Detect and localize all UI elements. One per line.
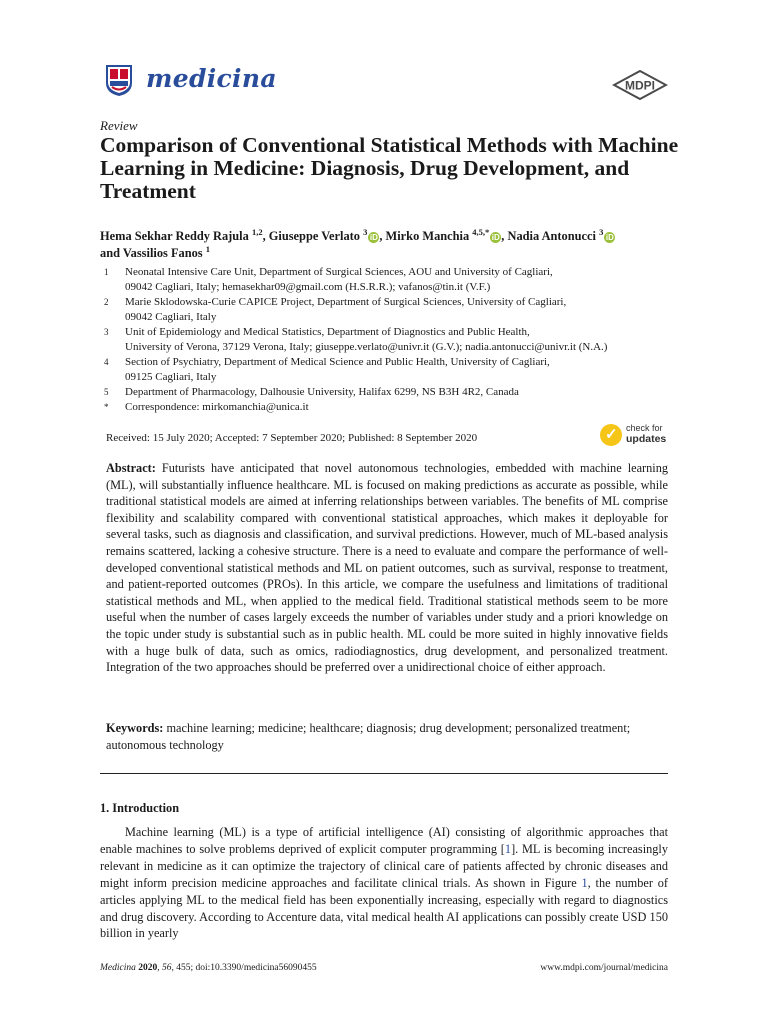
author-separator: , xyxy=(262,229,269,243)
introduction-paragraph xyxy=(100,824,668,942)
keywords-label: Keywords: xyxy=(106,721,164,735)
author-affiliation-marker: 1,2 xyxy=(251,226,263,237)
author-list xyxy=(100,228,670,262)
abstract xyxy=(106,460,668,676)
affiliation-line: 09042 Cagliari, Italy; hemasekhar09@gmail.com (H.S.R.R.); vafanos@tin.it (V.F.) xyxy=(125,281,491,293)
affiliation-line: 09042 Cagliari, Italy xyxy=(125,311,217,323)
abstract-label: Abstract: xyxy=(106,461,156,475)
author-affiliation-marker: 3 xyxy=(599,226,604,237)
affiliation-text xyxy=(125,355,680,385)
footer-citation-tail: , 455; doi:10.3390/medicina56090455 xyxy=(171,963,317,973)
figure-link[interactable]: 1 xyxy=(581,875,588,890)
affiliation-text xyxy=(125,295,680,325)
footer-volume: 56 xyxy=(162,963,172,973)
affiliation-item xyxy=(100,265,680,295)
affiliation-line: Neonatal Intensive Care Unit, Department of Surgical Sciences, AOU and University of Cagliari, xyxy=(125,266,553,278)
affiliation-item xyxy=(100,355,680,385)
affiliation-number: 1 xyxy=(104,267,109,277)
citation-link[interactable]: 1 xyxy=(504,841,512,856)
author-separator: , xyxy=(379,229,386,243)
author-name: Nadia Antonucci xyxy=(507,229,596,243)
check-updates-icon: ✓ xyxy=(600,424,622,446)
affiliation-line: Department of Pharmacology, Dalhousie University, Halifax 6299, NS B3H 4R2, Canada xyxy=(125,386,519,398)
check-for-updates-badge[interactable] xyxy=(600,422,680,448)
author-name: Mirko Manchia xyxy=(385,229,470,243)
affiliation-line: Correspondence: mirkomanchia@unica.it xyxy=(125,401,309,413)
orcid-icon[interactable]: iD xyxy=(369,233,378,242)
keywords xyxy=(106,720,668,754)
affiliation-text xyxy=(125,400,680,415)
mdpi-logo-icon xyxy=(612,70,668,100)
footer-journal: Medicina xyxy=(100,963,136,973)
author-name: and Vassilios Fanos xyxy=(100,246,203,260)
keywords-text: machine learning; medicine; healthcare; diagnosis; drug development; personalized treatment; autonomous technology xyxy=(106,721,631,752)
orcid-icon[interactable]: iD xyxy=(491,233,500,242)
footer-url[interactable]: www.mdpi.com/journal/medicina xyxy=(540,963,668,973)
affiliation-line: Marie Sklodowska-Curie CAPICE Project, Department of Surgical Sciences, University of Cagliari, xyxy=(125,296,567,308)
affiliation-item xyxy=(100,385,680,400)
journal-logo-icon xyxy=(104,63,134,97)
author-affiliation-marker: 4,5,* xyxy=(472,226,490,237)
orcid-icon[interactable]: iD xyxy=(605,233,614,242)
affiliation-number: 5 xyxy=(104,387,109,397)
author-separator: , xyxy=(501,229,508,243)
affiliation-number: 3 xyxy=(104,327,109,337)
publication-dates: Received: 15 July 2020; Accepted: 7 September 2020; Published: 8 September 2020 xyxy=(106,432,478,444)
affiliations xyxy=(100,265,680,415)
article-title: Comparison of Conventional Statistical Methods with Machine Learning in Medicine: Diagnosis, Drug Development, and Treatment xyxy=(100,133,679,203)
author-affiliation-marker: 3 xyxy=(363,226,368,237)
author-affiliation-marker: 1 xyxy=(205,243,210,254)
section-heading: 1. Introduction xyxy=(100,801,180,815)
affiliation-text xyxy=(125,265,680,295)
affiliation-item xyxy=(100,325,680,355)
footer-citation: Medicina 2020, 56, 455; doi:10.3390/medicina56090455 xyxy=(100,963,317,973)
intro-text-1: Machine learning (ML) is a type of artificial intelligence (AI) consisting of algorithmic approaches that enable machines to solve problems deprived of explicit computer programming [ xyxy=(100,825,668,856)
section-divider xyxy=(100,773,668,774)
affiliation-text xyxy=(125,385,680,400)
footer-year: 2020 xyxy=(138,963,158,973)
affiliation-line: Section of Psychiatry, Department of Medical Science and Public Health, University of Cagliari, xyxy=(125,356,550,368)
affiliation-number: * xyxy=(104,402,109,412)
updates-badge-line2: updates xyxy=(626,433,667,445)
intro-text-2: ]. ML is becoming increasingly relevant in medicine as it can optimize the trajectory of clinical care of patients affected by chronic diseases and might inform precision medicine approaches and facilitate clinical trials. As shown in Figure xyxy=(100,841,668,890)
publisher-logo-text: MDPI xyxy=(625,78,655,93)
affiliation-item xyxy=(100,295,680,325)
author-name: Giuseppe Verlato xyxy=(268,229,360,243)
affiliation-line: 09125 Cagliari, Italy xyxy=(125,371,217,383)
affiliation-number: 2 xyxy=(104,297,109,307)
updates-badge-line1: check for xyxy=(626,423,663,433)
article-type: Review xyxy=(100,118,138,133)
abstract-text: Futurists have anticipated that novel autonomous technologies, embedded with machine learning (ML), will substantially influence healthcare. ML is focused on making predictions as accurate as possible, while traditional statistical models are aimed at inferring relationships between variables. The benefits of ML comprise flexibility and scalability compared with conventional statistical approaches, which makes it deployable for several tasks, such as diagnosis and classification, and survival predictions. However, much of ML-based analysis remains scattered, lacking a cohesive structure. There is a need to evaluate and compare the performance of well-developed conventional statistical methods and ML on patient outcomes, such as survival, response to treatment, and patient-reported outcomes (PROs). In this article, we compare the usefulness and limitations of traditional statistical methods and ML, when applied to the medical field. Traditional statistical methods seem to be more useful when the number of cases largely exceeds the number of variables under study and a priori knowledge on the topic under study is substantial such as in public health. ML could be more suited in highly innovative fields with a huge bulk of data, such as omics, radiodiagnostics, drug development, and personalized treatment. Integration of the two approaches should be preferred over a unidirectional choice of either approach. xyxy=(106,461,668,675)
author-name: Hema Sekhar Reddy Rajula xyxy=(100,229,249,243)
affiliation-item xyxy=(100,400,680,415)
intro-text-3: , the number of articles applying ML to the medical field has been exponentially increasing, especially with regard to diagnostics and drug discovery. According to Accenture data, vital medical health AI applications can possibly create USD 150 billion in yearly xyxy=(100,875,668,941)
affiliation-number: 4 xyxy=(104,357,109,367)
journal-name: medicina xyxy=(146,64,277,93)
affiliation-line: Unit of Epidemiology and Medical Statistics, Department of Diagnostics and Public Health, xyxy=(125,326,530,338)
affiliation-line: University of Verona, 37129 Verona, Italy; giuseppe.verlato@univr.it (G.V.); nadia.antonucci@univr.it (N.A.) xyxy=(125,341,608,353)
affiliation-text xyxy=(125,325,680,355)
